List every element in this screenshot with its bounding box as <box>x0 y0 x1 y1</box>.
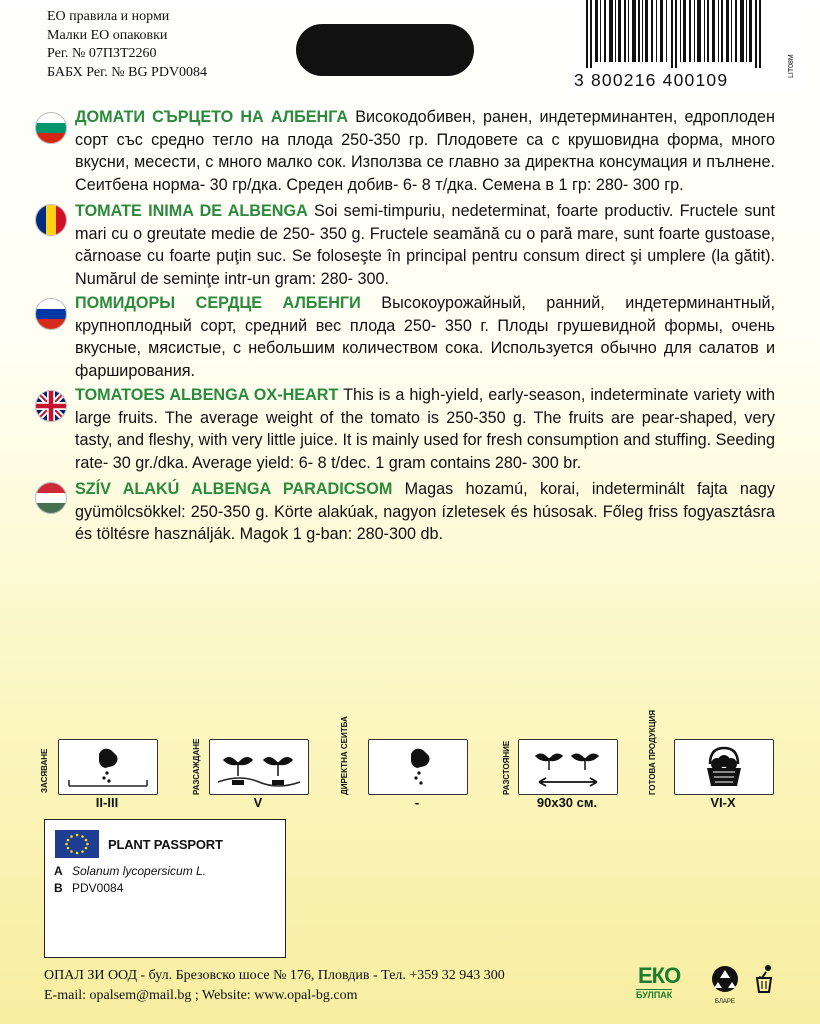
recycle-label: БЛАРЕ <box>715 999 735 1005</box>
entry-text: Высокоурожайный, ранний, индетерминантный, крупноплодный сорт, средний вес плода 250- 350 г. Плоды грушевидной формы, очень вкусные, мясистые, с небольшим количеством сока. Используется обычно для салатов и фарширования. <box>75 294 775 380</box>
entry-title: TOMATE INIMA DE ALBENGA <box>75 202 308 220</box>
harvest-basket-icon <box>674 739 774 795</box>
company-footer <box>44 966 505 1006</box>
entry-english <box>75 384 775 474</box>
trash-bin-icon <box>752 964 778 994</box>
row-label: A <box>54 864 63 878</box>
eu-flag-icon <box>55 830 99 858</box>
calendar-value: - <box>414 795 420 810</box>
entry-title: SZÍV ALAKÚ ALBENGA PARADICSOM <box>75 480 393 498</box>
growing-calendar <box>0 709 820 813</box>
calendar-label: ГОТОВА ПРОДУКЦИЯ <box>648 709 657 795</box>
registration-code: PDV0084 <box>72 881 124 895</box>
recycle-icon <box>710 964 744 1004</box>
hungary-flag-icon <box>35 482 67 514</box>
transplant-seedlings-icon <box>209 739 309 795</box>
plant-passport-title: PLANT PASSPORT <box>108 837 223 852</box>
entry-title: TOMATOES ALBENGA OX-HEART <box>75 386 339 404</box>
entry-russian <box>75 292 775 382</box>
entry-text: Magas hozamú, korai, indeterminált fajta nagy gyümölcsökkel: 250-350 g. Körte alakúak, nagyon ízletesek és húsosak. Főleg friss fogyasztásra és töltésre használják. Magok 1 g-ban: 280-300 db. <box>75 480 775 543</box>
barcode-bars <box>578 0 778 68</box>
passport-row-b <box>54 881 123 895</box>
entry-hungarian <box>75 478 775 546</box>
calendar-value: VI-X <box>710 795 736 810</box>
bulpak-logo-text: БУЛПАК <box>636 990 673 1000</box>
entry-bulgarian <box>75 106 775 196</box>
calendar-label: РАЗСТОЯНИЕ <box>502 740 511 795</box>
russia-flag-icon <box>35 298 67 330</box>
hang-hole <box>296 24 474 76</box>
entry-title: ДОМАТИ СЪРЦЕТО НА АЛБЕНГА <box>75 108 349 126</box>
calendar-value: V <box>253 795 263 810</box>
calendar-label: ЗАСЯВАНЕ <box>40 748 49 793</box>
calendar-value: 90x30 см. <box>536 795 598 810</box>
sowing-hand-icon <box>58 739 158 795</box>
row-label: B <box>54 881 63 895</box>
company-contacts: E-mail: opalsem@mail.bg ; Website: www.opal-bg.com <box>44 988 358 1003</box>
romania-flag-icon <box>35 204 67 236</box>
header-line: ЕО правила и норми <box>47 9 170 24</box>
barcode-number: 3 800216 400109 <box>574 70 729 90</box>
bulgaria-flag-icon <box>35 112 67 144</box>
eco-logo-text: ЕКО <box>638 963 681 988</box>
header-line: Малки ЕО опаковки <box>47 27 168 43</box>
entry-title: ПОМИДОРЫ СЕРДЦЕ АЛБЕНГИ <box>75 294 361 312</box>
uk-flag-icon <box>35 390 67 422</box>
direct-sowing-icon <box>368 739 468 795</box>
entry-text: Високодобивен, ранен, индетерминантен, едроплоден сорт със средно тегло на плода 250-350 гр. Плодовете са с крушовидна форма, много вкусни, месести, с много малко сок. Използва се главно за директна консумация и пълнене. Сеитбена норма- 30 гр/дка. Среден добив- 6- 8 т/дка. Семена в 1 гр: 280- 300 гр. <box>75 108 775 194</box>
spacing-icon <box>518 739 618 795</box>
header-line: Рег. № 07ПЗТ2260 <box>47 46 157 61</box>
barcode-side-code: LIT08M <box>788 54 795 78</box>
species-name: Solanum lycopersicum L. <box>72 864 207 878</box>
header-line: БАБХ Рег. № BG PDV0084 <box>47 64 208 80</box>
entry-text: Soi semi-timpuriu, nedeterminat, foarte productiv. Fructele sunt mari cu o greutate medie de 250- 350 g. Fructele seamănă cu o pară mare, sunt foarte gustoase, cărnoase cu foarte puţin suc. Se foloseşte în principal pentru consum direct şi umplere (la gătit). Numărul de seminţe intr-un gram: 280- 300. <box>75 202 775 288</box>
entry-text: This is a high-yield, early-season, indeterminate variety with large fruits. The average weight of the tomato is 250-350 g. The fruits are pear-shaped, very tasty, and fleshy, with very little juice. It is mainly used for fresh consumption and stuffing. Seeding rate- 30 gr./dka. Average yield: 6- 8 t/dec. 1 gram contains 280- 300 br. <box>75 386 776 472</box>
calendar-label: ДИРЕКТНА СЕИТБА <box>340 716 349 795</box>
calendar-label: РАЗСАЖДАНЕ <box>192 738 201 795</box>
entry-romanian <box>75 200 775 290</box>
calendar-value: II-III <box>95 795 119 810</box>
company-address: ОПАЛ ЗИ ООД - бул. Брезовско шосе № 176, Пловдив - Тел. +359 32 943 300 <box>44 968 505 983</box>
barcode <box>572 0 802 94</box>
passport-row-a <box>54 864 206 878</box>
registration-block <box>47 8 207 82</box>
eco-bulpak-logo <box>632 963 694 1003</box>
plant-passport <box>44 819 286 958</box>
